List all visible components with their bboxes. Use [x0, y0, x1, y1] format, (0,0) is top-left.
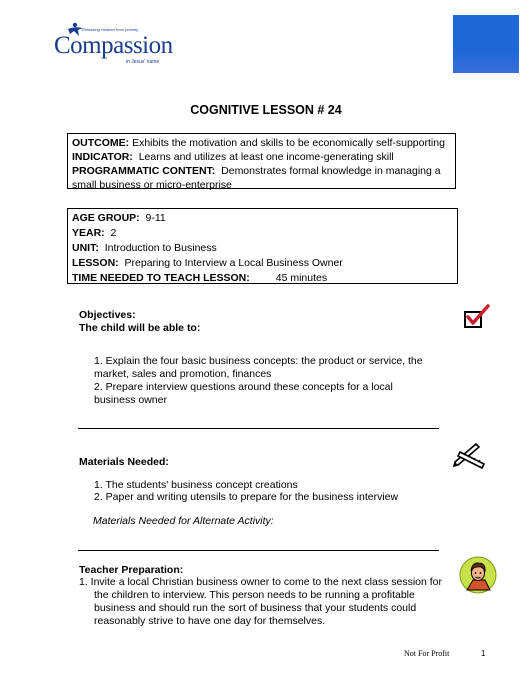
year-label: YEAR:	[72, 227, 105, 239]
programmatic-row	[72, 164, 451, 178]
objective-item-1-line2: market, sales and promotion, finances	[94, 368, 272, 380]
section-divider	[78, 550, 439, 551]
materials-heading: Materials Needed:	[79, 456, 169, 468]
lesson-info-box	[67, 208, 458, 284]
teacher-line3: business and should run the sort of business that your students could	[94, 602, 417, 614]
indicator-value: Learns and utilizes at least one income-generating skill	[138, 151, 394, 163]
page-number: 1	[481, 649, 486, 658]
materials-item-1: 1. The students' business concept creations	[94, 479, 298, 491]
objective-item-2-line2: business owner	[94, 394, 167, 406]
logo-tagline: Releasing children from poverty	[82, 27, 139, 32]
logo-brand: Compassion	[54, 32, 173, 59]
year-value: 2	[110, 227, 117, 239]
programmatic-value-line1: Demonstrates formal knowledge in managing a	[221, 165, 441, 177]
decorative-blue-block	[453, 15, 519, 73]
indicator-row	[72, 150, 451, 164]
programmatic-label: PROGRAMMATIC CONTENT:	[72, 165, 216, 177]
outcome-label: OUTCOME:	[72, 137, 130, 149]
materials-item-2: 2. Paper and writing utensils to prepare for the business interview	[94, 491, 399, 503]
unit-label: UNIT:	[72, 242, 99, 254]
lesson-value: Preparing to Interview a Local Business Owner	[124, 257, 343, 269]
age-value: 9-11	[145, 212, 166, 224]
time-value: 45 minutes	[275, 272, 328, 284]
objective-item-1-line1: 1. Explain the four basic business concepts: the product or service, the	[94, 355, 423, 367]
footer-text: Not For Profit	[404, 649, 450, 658]
teacher-line4: reasonably strive to have one day for themselves.	[94, 615, 326, 627]
checkbox-check-icon	[463, 303, 491, 331]
lesson-row	[72, 256, 453, 271]
time-label: TIME NEEDED TO TEACH LESSON:	[72, 272, 250, 284]
section-divider	[78, 428, 439, 429]
outcome-box	[67, 133, 456, 189]
unit-value: Introduction to Business	[104, 242, 217, 254]
compassion-logo	[52, 22, 173, 66]
objectives-heading: Objectives:	[79, 309, 136, 321]
indicator-label: INDICATOR:	[72, 151, 133, 163]
pencil-ruler-icon	[452, 440, 488, 470]
objective-item-2-line1: 2. Prepare interview questions around these concepts for a local	[94, 381, 393, 393]
outcome-row	[72, 136, 451, 150]
year-row	[72, 226, 453, 241]
logo-sub: in Jesus' name	[126, 59, 160, 65]
teacher-face-icon	[459, 556, 497, 594]
objectives-subheading: The child will be able to:	[79, 322, 201, 334]
time-row	[72, 271, 453, 286]
lesson-label: LESSON:	[72, 257, 119, 269]
outcome-value: Exhibits the motivation and skills to be economically self-supporting	[132, 137, 445, 149]
teacher-heading: Teacher Preparation:	[79, 564, 184, 576]
teacher-line1: 1. Invite a local Christian business owner to come to the next class session for	[79, 576, 443, 588]
unit-row	[72, 241, 453, 256]
page-title: COGNITIVE LESSON # 24	[190, 103, 342, 117]
teacher-line2: the children to interview. This person needs to be running a profitable	[94, 589, 415, 601]
age-label: AGE GROUP:	[72, 212, 140, 224]
materials-alternate: Materials Needed for Alternate Activity:	[93, 515, 274, 527]
programmatic-value-line2: small business or micro-enterprise	[72, 179, 232, 191]
age-row	[72, 211, 453, 226]
